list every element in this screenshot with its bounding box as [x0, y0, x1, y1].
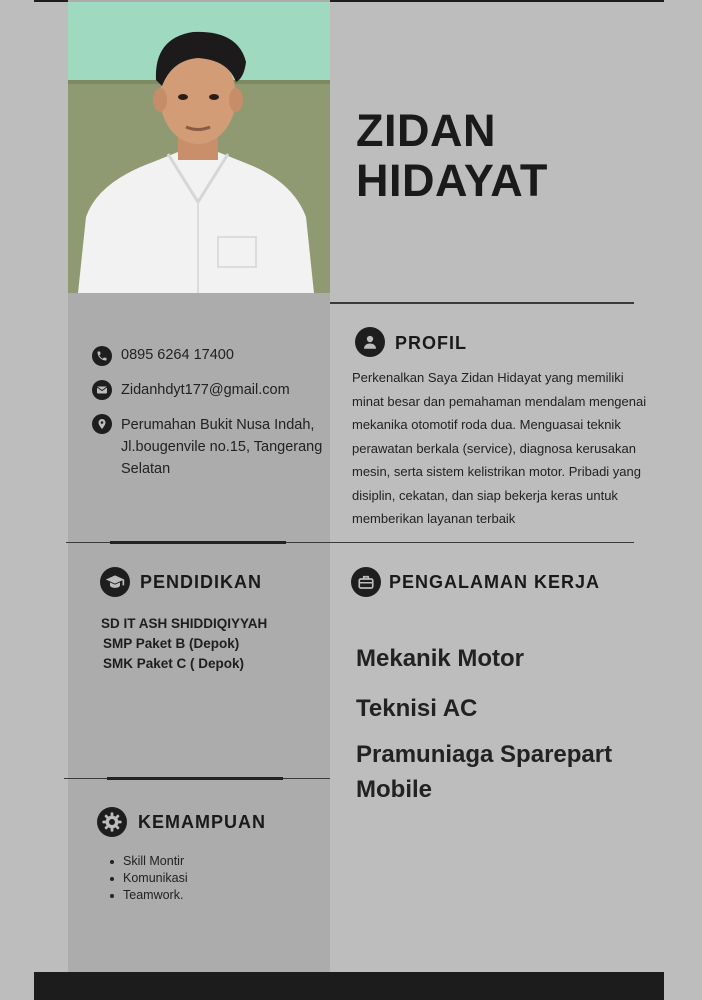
section-title-skills: KEMAMPUAN [138, 812, 266, 832]
education-item: SMP Paket B (Depok) [103, 636, 240, 651]
experience-item: Teknisi AC [356, 695, 478, 722]
profile-line: mekanika otomotif roda dua. Menguasai teknik [352, 417, 621, 432]
profile-description [352, 366, 670, 531]
divider-accent [110, 541, 286, 544]
address-line: Selatan [121, 461, 171, 477]
profile-line: memberikan layanan terbaik [352, 511, 516, 526]
experience-item: Mekanik Motor [356, 645, 525, 672]
divider-accent [107, 777, 283, 780]
education-item: SD IT ASH SHIDDIQIYYAH [101, 616, 268, 631]
name-last: HIDAYAT [356, 155, 548, 206]
skill-item: Komunikasi [108, 870, 188, 887]
profile-line: mesin, serta sistem kelistrikan motor. Pribadi yang [352, 464, 641, 479]
skills-list [108, 853, 188, 904]
full-name [356, 106, 548, 206]
profile-line: Perkenalkan Saya Zidan Hidayat yang memiliki [352, 370, 624, 385]
divider-header [330, 302, 634, 304]
email-icon [92, 380, 112, 400]
profile-line: minat besar dan pemahaman mendalam mengenai [352, 393, 647, 409]
contact-email: Zidanhdyt177@gmail.com [121, 382, 290, 398]
experience-item: Pramuniaga Sparepart [356, 741, 613, 768]
profile-line: disiplin, cekatan, dan siap bekerja keras untuk [352, 487, 618, 503]
name-first: ZIDAN [356, 105, 496, 156]
bottom-border [34, 972, 664, 1000]
section-title-experience: PENGALAMAN KERJA [389, 572, 601, 592]
section-title-profile: PROFIL [395, 333, 467, 353]
profile-line: perawatan berkala (service), diagnosa kerusakan [352, 440, 636, 456]
location-pin-icon [92, 414, 112, 434]
skill-item: Teamwork. [108, 887, 188, 904]
graduation-cap-icon [100, 567, 130, 597]
education-item: SMK Paket C ( Depok) [103, 656, 245, 671]
education-list [101, 614, 267, 674]
gear-icon [97, 807, 127, 837]
phone-icon [92, 346, 112, 366]
skill-item: Skill Montir [108, 853, 188, 870]
address-line: Perumahan Bukit Nusa Indah, [121, 417, 315, 433]
contact-address [121, 414, 322, 480]
address-line: Jl.bougenvile no.15, Tangerang [121, 439, 323, 455]
profile-photo [68, 2, 330, 293]
user-icon [355, 327, 385, 357]
contact-phone: 0895 6264 17400 [121, 347, 234, 363]
briefcase-icon [351, 567, 381, 597]
experience-item: Mobile [356, 776, 432, 803]
section-title-education: PENDIDIKAN [140, 572, 263, 592]
